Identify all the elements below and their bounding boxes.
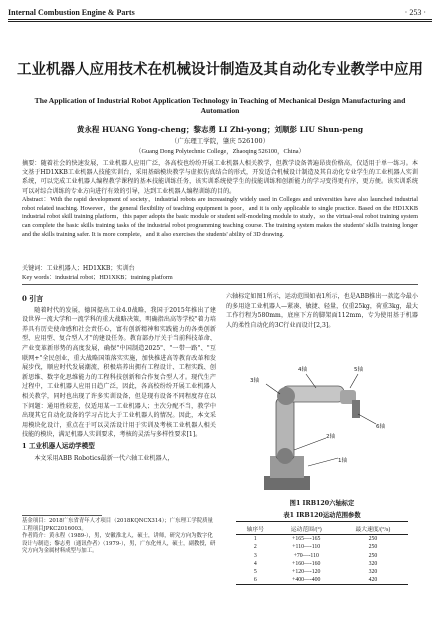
table-cell: 5 (253, 569, 257, 576)
left-column (22, 292, 216, 463)
table-cell: 320 (368, 560, 378, 567)
abstract-english: Abstract：With the rapid development of society，industrial robots are increasingly widely used in Colleges and universities have also launched industrial robot related teaching. However，the general flexibility of teaching equipment is poor，and it is only applicable to single practice. Based on the HD1XKB industrial robot skill training platform，this paper adopts the basic module or student self-modeling module to study，so the virtual-real robot training system can complete the basic skills training tasks of the industrial robot programming teaching course. The training system makes the students' skills training longer and the skills training safer. It is more complete，and it also exercises the students' ability of 3D drawing. (22, 196, 418, 238)
axis-4-label: 4轴 (298, 367, 307, 373)
table-cell: 1 (253, 536, 257, 543)
title-chinese: 工业机器人应用技术在机械设计制造及其自动化专业教学中应用 (17, 61, 423, 78)
table-header-row (236, 522, 408, 535)
figure-caption: 图1 IRB120六轴标定 (289, 500, 355, 507)
keywords-english: Key words：industrial robot；HD1XKB；training platform (22, 274, 173, 281)
footnotes (22, 518, 216, 556)
header-rule (8, 19, 432, 20)
footnote-author: 作者简介：黄永程（1989-），男，安徽淮北人，硕士，讲师，研究方向为数字化设计与制造；黎志勇（通讯作者）（1979-），男，广东化州人，硕士，副教授，研究方向为金属材料成型与加工。 (22, 533, 216, 555)
table-cell: +400—-400 (275, 576, 338, 585)
table-cell: 4 (253, 560, 257, 567)
table-caption: 表1 IRB120运动范围参数 (283, 512, 361, 519)
table-cell: 2 (253, 544, 257, 551)
affiliation-english: （Guang Dong Polytechnic College，Zhaoqing 526100，China） (135, 148, 305, 155)
robot-base (264, 476, 310, 490)
footnote-rule (22, 515, 102, 516)
table-cell: +70—-110 (293, 552, 319, 559)
right-column (226, 292, 418, 330)
right-paragraph: 六轴标定如图1所示，运动范围如表1所示，也是ABB推出一款迄今最小的多用途工业机器人—紧凑、敏捷、轻量，仅重25kg，荷重3kg，最大工作行程为580mm，底座下方的脚架面112mm，专为使用基于机器人的柔性自动化的3C行业而设计[2,3]。 (226, 293, 418, 329)
table-row (236, 535, 408, 544)
section1-heading: 1 工业机器人运动学模型 (22, 441, 95, 450)
table-cell: 250 (368, 552, 378, 559)
axis-3-label: 3轴 (250, 378, 259, 384)
robot-flange (352, 400, 360, 418)
table-cell: 6 (236, 576, 275, 585)
table-cell: +120—-120 (292, 569, 321, 576)
table-cell: 420 (338, 576, 408, 585)
page-number: · 253 · (404, 8, 426, 17)
robot-elbow-joint (277, 387, 295, 405)
robot-figure (246, 338, 406, 498)
journal-name: Internal Combustion Engine & Parts (8, 8, 135, 17)
authors: 黄永程 HUANG Yong-cheng；黎志勇 LI Zhi-yong；刘顺彭 LIU Shun-peng (76, 125, 364, 134)
axis-6-label: 6轴 (376, 424, 385, 430)
title-english: The Application of Industrial Robot Application Technology in Teaching of Mechanical Design Manufacturing and Automation (34, 96, 406, 115)
footnote-funding: 基金项目：2018广东省青年人才项目（2018KQNCX314）；广东理工学院质量工程项目JPKC2016003。 (22, 518, 213, 532)
axis-2-label: 2轴 (326, 434, 335, 440)
table-row (236, 576, 408, 585)
table-row (236, 560, 408, 568)
table-cell: 250 (368, 536, 378, 543)
table-row (236, 543, 408, 551)
intro-paragraph: 随着时代的发展，德国提出工业4.0战略，我国于2015年推出了建设世界一流大学和一流学科的重大战略决策，明确指出高等学校"着力培养具有历史使命感和社会责任心，富有创新精神和实践能力的各类创新型、应用型、复合型人才"的建设任务。教育部办厅关于当前科技革命、产业变革新形势的高度发展，确保"中国制造2025"、"一带一路"、"互联网+"全民创业，重大战略国策落实实施，加快推进高等教育改革和发展步伐，顺应时代发展潮流，积极培养出拥有工程设计、工程实践、创新思维、数字化思维能力的工程科技创新和合作复合型人才。现代生产过程中，工业机器人应用日趋广泛，因此，各高校纷纷开展工业机器人相关教学，同时也出现了许多实训设备，但是现有设备不同程度存在以下问题：通用性较差，仅适用某一工业机器人；主次分配不当，教学中出现其它自动化设备的学习占比大于工业机器人的情况。因此，本文采用模块化设计，重点在于可以灵活设计用于实训及考核工业机器人相关技能的模块，满足机器人实训要求，考核的灵活与多样性要求[1]。 (22, 306, 216, 439)
table-row (236, 552, 408, 560)
header-range: 运动范围/(°) (275, 522, 338, 535)
robot-shoulder-joint (277, 448, 293, 464)
axis-5-label: 5轴 (354, 367, 363, 373)
intro-heading: 0 引言 (22, 294, 44, 303)
table-cell: 320 (368, 569, 378, 576)
header-speed: 最大速度/(°/s) (338, 522, 408, 535)
abstract-chinese: 摘要：随着社会的快速发展，工业机器人应用广泛，各高校也纷纷开展工业机器人相关教学，但教学设备普遍昂贵价格高，仅适用于单一练习。本文基于HD1XKB工业机器人技能实训台，采用基础模块教学与虚拟仿真结合的形式，开发适合机械设计制造及其自动化专业学生的工业机器人实训系统，可以完成工业机器人编程教学课程的基本技能训练任务，该实训系统使学生的技能训练和创新能力的学习变得更有序，更方便。该实训系统可以对综合训练的专业方向进行有效的引导，达到工业机器人编程训练的目的。 (22, 160, 418, 195)
axis-1-label: 1轴 (338, 458, 347, 464)
header-axis: 轴序号 (236, 522, 275, 535)
table-cell: +160—-160 (292, 560, 321, 567)
table-cell: +165—-165 (292, 536, 321, 543)
affiliation-chinese: （广东理工学院，肇庆 526100） (170, 137, 270, 145)
table-cell: +110—-110 (292, 544, 321, 551)
header-rule-thin (8, 21, 432, 22)
keywords-chinese: 关键词：工业机器人；HD1XKB；实训台 (22, 265, 135, 272)
abstract-separator (22, 284, 418, 285)
table-row (236, 568, 408, 576)
table-cell: 3 (253, 552, 257, 559)
section1-paragraph: 本文采用ABB Robotics最新一代六轴工业机器人， (34, 454, 174, 462)
table-cell: 250 (368, 544, 378, 551)
motion-range-table (236, 521, 408, 585)
